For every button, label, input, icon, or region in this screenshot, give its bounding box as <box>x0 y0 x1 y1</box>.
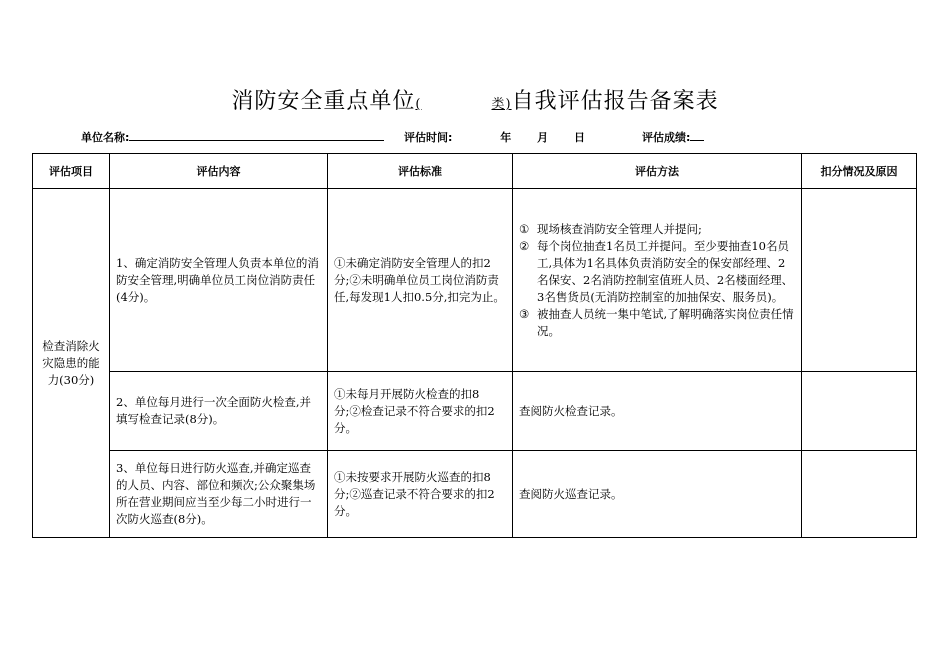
eval-time-field[interactable] <box>404 129 585 145</box>
method-cell <box>513 189 802 372</box>
method-item: ③ 被抽查人员统一集中笔试,了解明确落实岗位责任情况。 <box>519 306 794 338</box>
method-list <box>519 221 795 340</box>
title-left: 消防安全重点单位 <box>231 89 416 114</box>
unit-name-label: 单位名称: <box>81 131 130 144</box>
year-label: 年 <box>500 131 512 144</box>
standard-cell: ①未按要求开展防火巡查的扣8分;②巡查记录不符合要求的扣2分。 <box>328 451 513 538</box>
header-standard: 评估标准 <box>328 154 513 189</box>
day-label: 日 <box>573 131 585 144</box>
deduction-cell[interactable] <box>802 189 917 372</box>
eval-score-field[interactable] <box>642 129 704 145</box>
table-header-row <box>33 154 917 189</box>
method-cell: 查阅防火巡查记录。 <box>513 451 802 538</box>
standard-cell: ①未确定消防安全管理人的扣2分;②未明确单位员工岗位消防责任,每发现1人扣0.5分,扣完为止。 <box>328 189 513 372</box>
title-right: 自我评估报告备案表 <box>511 89 719 114</box>
method-item: ② 每个岗位抽查1名员工并提问。至少要抽查10名员工,具体为1名具体负责消防安全的保安部经理、2名保安、2名消防控制室值班人员、2名楼面经理、3名售货员(无消防控制室的加抽保安、服务员)。 <box>519 238 794 304</box>
content-cell: 3、单位每日进行防火巡查,并确定巡查的人员、内容、部位和频次;公众聚集场所在营业期间应当至少每二小时进行一次防火巡查(8分)。 <box>110 451 328 538</box>
form-title <box>0 84 950 115</box>
eval-score-label: 评估成绩: <box>642 131 691 144</box>
deduction-cell[interactable] <box>802 372 917 451</box>
header-item: 评估项目 <box>33 154 110 189</box>
table-row <box>33 372 917 451</box>
content-cell: 1、确定消防安全管理人负责本单位的消防安全管理,明确单位员工岗位消防责任(4分)。 <box>110 189 328 372</box>
category-cell: 检查消除火灾隐患的能力(30分) <box>33 189 110 538</box>
table-row <box>33 189 917 372</box>
assessment-table <box>32 153 917 538</box>
content-cell: 2、单位每月进行一次全面防火检查,并填写检查记录(8分)。 <box>110 372 328 451</box>
month-label: 月 <box>537 131 549 144</box>
unit-name-field[interactable] <box>81 129 384 145</box>
title-category: ( 类) <box>415 97 512 112</box>
eval-time-label: 评估时间: <box>404 131 453 144</box>
header-content: 评估内容 <box>110 154 328 189</box>
table-row <box>33 451 917 538</box>
standard-cell: ①未每月开展防火检查的扣8分;②检查记录不符合要求的扣2分。 <box>328 372 513 451</box>
header-method: 评估方法 <box>513 154 802 189</box>
deduction-cell[interactable] <box>802 451 917 538</box>
header-deduction: 扣分情况及原因 <box>802 154 917 189</box>
method-cell: 查阅防火检查记录。 <box>513 372 802 451</box>
method-item: ① 现场核查消防安全管理人并提问; <box>519 221 702 236</box>
